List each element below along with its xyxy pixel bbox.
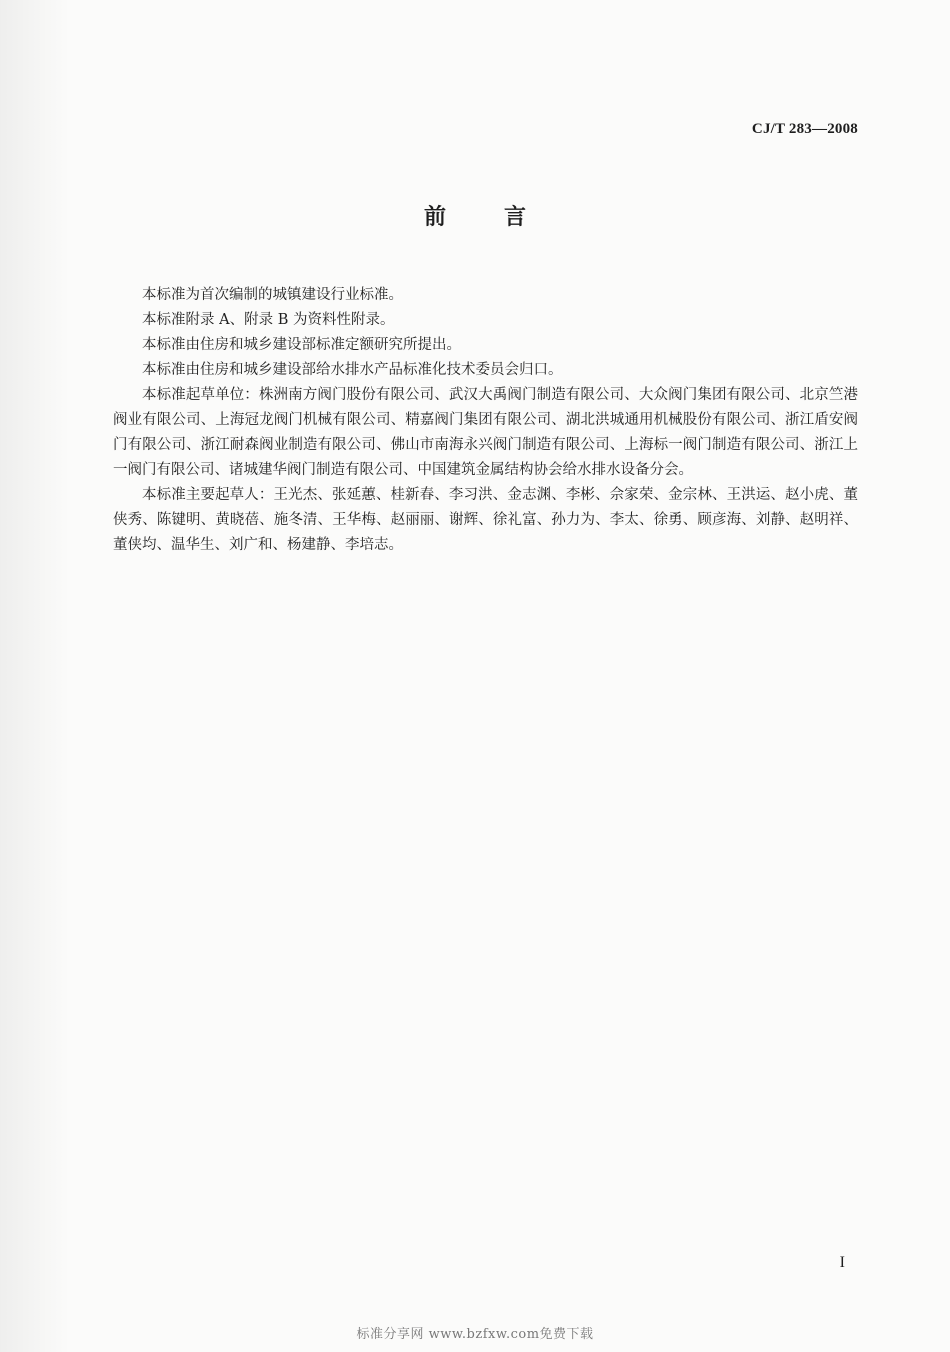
- paragraph-centralized-by: 本标准由住房和城乡建设部给水排水产品标准化技术委员会归口。: [142, 362, 563, 378]
- paragraph-appendix: 本标准附录 A、附录 B 为资料性附录。: [142, 312, 395, 328]
- paragraph-first-edition: 本标准为首次编制的城镇建设行业标准。: [142, 287, 403, 303]
- paragraph-proposed-by: 本标准由住房和城乡建设部标准定额研究所提出。: [142, 337, 461, 353]
- foreword-body: [113, 283, 858, 558]
- paragraph-main-drafters: 本标准主要起草人：王光杰、张延蕙、桂新春、李习洪、金志渊、李彬、佘家荣、金宗林、王洪运、赵小虎、董侠秀、陈键明、黄晓蓓、施冬清、王华梅、赵丽丽、谢辉、徐礼富、孙力为、李太、徐勇、顾彦海、刘静、赵明祥、董侠均、温华生、刘广和、杨建静、李培志。: [113, 487, 858, 553]
- page-number: I: [839, 1254, 845, 1271]
- footer-watermark-text: 标准分享网 www.bzfxw.com免费下载: [356, 1327, 594, 1342]
- paragraph-drafting-units: 本标准起草单位：株洲南方阀门股份有限公司、武汉大禹阀门制造有限公司、大众阀门集团有限公司、北京竺港阀业有限公司、上海冠龙阀门机械有限公司、精嘉阀门集团有限公司、湖北洪城通用机械股份有限公司、浙江盾安阀门有限公司、浙江耐森阀业制造有限公司、佛山市南海永兴阀门制造有限公司、上海标一阀门制造有限公司、浙江上一阀门有限公司、诸城建华阀门制造有限公司、中国建筑金属结构协会给水排水设备分会。: [113, 387, 858, 478]
- page-title: 前言: [423, 205, 584, 230]
- document-code: CJ/T 283—2008: [751, 121, 858, 137]
